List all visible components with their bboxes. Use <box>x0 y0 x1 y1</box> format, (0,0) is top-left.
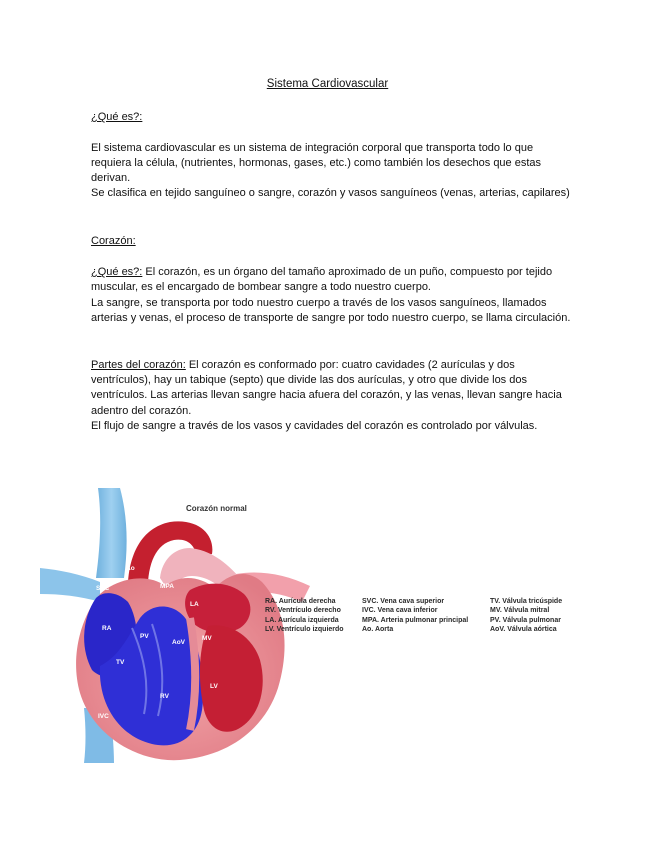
legend-vessels <box>362 597 468 635</box>
label-rv: RV <box>160 693 169 700</box>
section-heart-heading: Corazón: <box>91 235 136 247</box>
legend-item: SVC. Vena cava superior <box>362 598 445 605</box>
legend-item: Ao. Aorta <box>362 626 394 634</box>
legend-item: RA. Aurícula derecha <box>265 598 336 605</box>
page-title: Sistema Cardiovascular <box>266 78 389 90</box>
label-tv: TV <box>116 659 125 666</box>
heart-definition-label: ¿Qué es?: <box>91 266 143 278</box>
label-ivc: IVC <box>98 713 109 720</box>
left-vein-branch <box>40 568 100 602</box>
heart-parts-text: El corazón es conformado por: cuatro cavidades (2 aurículas y dos ventrículos), hay un tabique (septo) que divide las dos aurículas, y otro que divide los dos ventrículos. Las arterias llevan sangre hacia afuera del corazón, y las venas, llevan sangre hacia adentro del corazón. <box>91 359 562 417</box>
label-mv: MV <box>202 635 212 642</box>
legend-item: MV. Válvula mitral <box>490 607 550 615</box>
section-heart-paragraph-2: La sangre, se transporta por todo nuestro cuerpo a través de los vasos sanguíneos, llamados arterias y venas, el proceso de transporte de sangre por todo nuestro cuerpo, se llama circulación. <box>91 297 571 325</box>
heart-parts-label: Partes del corazón: <box>91 359 186 371</box>
label-mpa: MPA <box>160 583 174 590</box>
legend-item: LA. Aurícula izquierda <box>265 616 339 624</box>
label-ra: RA <box>102 625 112 632</box>
section-heart-parts <box>91 358 571 419</box>
section-what-is-paragraph-1: El sistema cardiovascular es un sistema de integración corporal que transporta todo lo que requiera la célula, (nutrientes, hormonas, gases, etc.) como también los desechos que estas derivan. <box>91 142 542 185</box>
label-ao: Ao <box>126 565 135 572</box>
legend-item: IVC. Vena cava inferior <box>362 607 438 615</box>
legend-item: MPA. Arteria pulmonar principal <box>362 616 469 624</box>
section-heart-valves: El flujo de sangre a través de los vasos y cavidades del corazón es controlado por válvulas. <box>91 420 538 432</box>
section-what-is-heading: ¿Qué es?: <box>91 111 143 123</box>
legend-item: TV. Válvula tricúspide <box>490 598 563 605</box>
section-what-is-paragraph-2: Se clasifica en tejido sanguíneo o sangre, corazón y vasos sanguíneos (venas, arterias, capilares) <box>91 187 570 199</box>
label-svc: SVC <box>96 585 110 592</box>
legend-item: AoV. Válvula aórtica <box>490 626 557 634</box>
legend-chambers <box>265 597 344 635</box>
legend-item: LV. Ventrículo izquierdo <box>265 626 344 634</box>
legend-item: PV. Válvula pulmonar <box>490 616 561 624</box>
heart-definition-text: El corazón, es un órgano del tamaño aproximado de un puño, compuesto por tejido muscular, es el encargado de bombear sangre a todo nuestro cuerpo. <box>91 266 553 294</box>
superior-vena-cava <box>96 488 127 578</box>
legend-valves <box>490 597 562 635</box>
label-lv: LV <box>210 683 218 690</box>
figure-caption: Corazón normal <box>186 504 247 513</box>
label-aov: AoV <box>172 639 185 646</box>
section-heart-definition <box>91 265 571 295</box>
legend-item: RV. Ventrículo derecho <box>265 607 341 615</box>
label-pv: PV <box>140 633 149 640</box>
label-la: LA <box>190 601 199 608</box>
